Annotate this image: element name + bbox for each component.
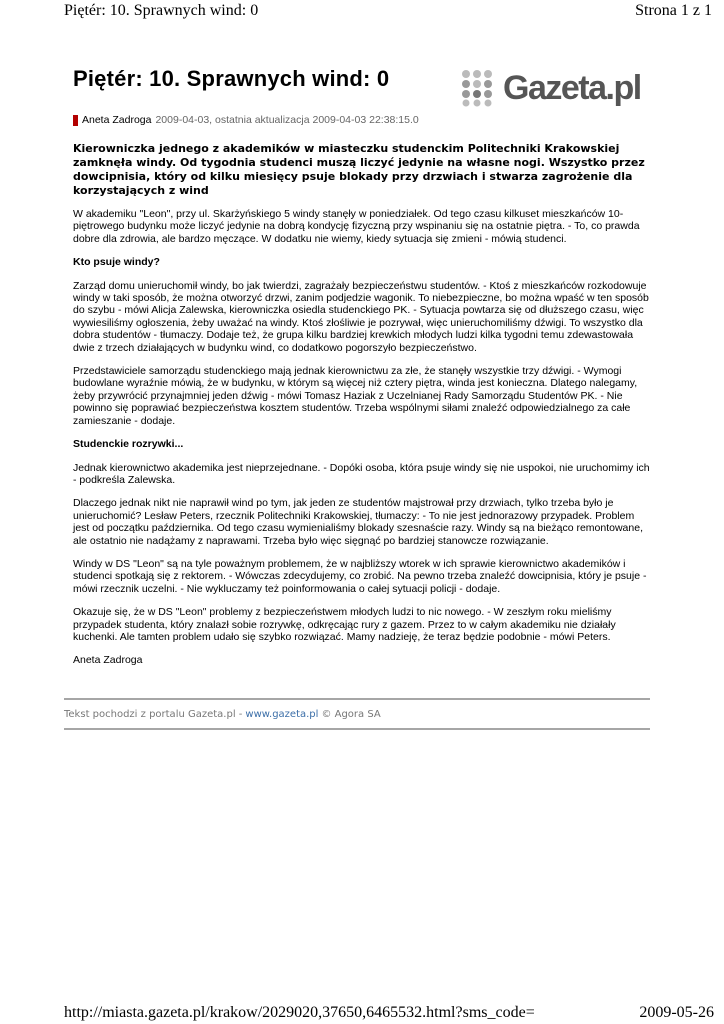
paragraph: Jednak kierownictwo akademika jest nieprzejednane. - Dopóki osoba, która psuje windy się nie uspokoi, nie uruchomimy ich - podkreśla Zalewska. <box>73 461 650 486</box>
print-footer <box>0 1002 724 1024</box>
print-header <box>0 0 724 22</box>
logo-text: Gazeta.pl <box>503 69 641 107</box>
article-body <box>73 208 651 667</box>
article-lead: Kierowniczka jednego z akademików w miasteczku studenckim Politechniki Krakowskiej zamknęła windy. Od tygodnia studenci muszą liczyć jedynie na własne nogi. Wszystko przez dowcipnisia, który od kilku miesięcy psuje blokady przy drzwiach i stwarza zagrożenie dla korzystających z wind <box>73 142 645 197</box>
article-signature: Aneta Zadroga <box>73 654 143 667</box>
paragraph: Zarząd domu unieruchomił windy, bo jak twierdzi, zagrażały bezpieczeństwu studentów. - Ktoś z mieszkańców rozkodowuje windy w taki sposób, że można otworzyć drzwi, zanim podjedzie wagonik. To niebezpieczne, bo można wpaść w ten sposób do szybu - mówi Alicja Zalewska, kierowniczka osiedla studenckiego PK. - Sytuacja powtarza się od dłuższego czasu, więc wywiesiliśmy ogłoszenia, żeby uważać na windy. Ktoś złośliwie je pozrywał, więc unieruchomiliśmy dźwigi. To wszystko dla dobra studentów - tłumaczy. Dodaje też, że grupa kilku bardziej krewkich młodych ludzi kilka tygodni temu zdewastowała dwie z trzech działających w budynku wind, co dodatkowo pogorszyło bezpieczeństwo. <box>73 279 649 354</box>
author-name: Aneta Zadroga <box>82 114 152 126</box>
publish-dates: 2009-04-03, ostatnia aktualizacja 2009-04-03 22:38:15.0 <box>155 114 419 126</box>
paragraph: W akademiku "Leon", przy ul. Skarżyńskiego 5 windy stanęły w poniedziałek. Od tego czasu kilkuset mieszkańców 10-piętrowego budynku może liczyć jedynie na dobrą kondycję fizyczną przy wspinaniu się na ostatnie piętra. - To, co prawda dobre dla zdrowia, ale bardzo męczące. W dodatku nie wiemy, kiedy sytuacja się zmieni - mówią studenci. <box>73 208 640 245</box>
source-link[interactable]: www.gazeta.pl <box>245 708 319 720</box>
paragraph: Przedstawiciele samorządu studenckiego mają jednak kierownictwu za złe, że stanęły wszystkie trzy dźwigi. - Wymogi budowlane wyraźnie mówią, że w budynku, w którym są więcej niż cztery piętra, winda jest konieczna. Dlatego nalegamy, żeby przywrócić przynajmniej jeden dźwig - mówi Tomasz Haziak z Uczelnianej Rady Samorządu Studentów PK. - Nie powinno się poprawiać bezpieczeństwa kosztem studentów. Trzeba wspólnymi siłami znaleźć odpowiedzialnego za całe zamieszanie - dodaje. <box>73 365 638 427</box>
paragraph: Okazuje się, że w DS "Leon" problemy z bezpieczeństwem młodych ludzi to nic nowego. - W zeszłym roku mieliśmy przypadek studenta, który znalazł sobie rozrywkę, odkręcając rury z gazem. Przez to w całym akademiku nie działały kuchenki. Ale tamten problem udało się szybko rozwiązać. Mamy nadzieję, że teraz będzie podobnie - mówi Peters. <box>73 606 616 643</box>
gazeta-logo <box>461 66 646 110</box>
article <box>73 62 651 678</box>
subheading: Studenckie rozrywki... <box>73 438 184 451</box>
article-meta <box>73 114 651 126</box>
logo-dots-icon <box>461 69 497 107</box>
print-footer-url: http://miasta.gazeta.pl/krakow/2029020,37650,6465532.html?sms_code= <box>64 1004 535 1021</box>
print-header-page: Strona 1 z 1 <box>635 2 712 19</box>
paragraph: Windy w DS "Leon" są na tyle poważnym problemem, że w najbliższy wtorek w ich sprawie kierownictwo akademików i studenci spotkają się z rektorem. - Wówczas zdecydujemy, co zrobić. Na pewno trzeba znaleźć dowcipnisia, który je psuje - mówi rzecznik uczelni. - Nie wykluczamy też poinformowania o całej sytuacji policji - dodaje. <box>73 557 647 595</box>
subheading: Kto psuje windy? <box>73 256 160 269</box>
article-title: Piętér: 10. Sprawnych wind: 0 <box>73 66 390 91</box>
source-prefix: Tekst pochodzi z portalu Gazeta.pl - <box>64 708 243 720</box>
article-header <box>73 62 651 110</box>
author-marker-icon <box>73 115 78 126</box>
print-footer-date: 2009-05-26 <box>639 1004 714 1021</box>
source-copyright: © Agora SA <box>321 708 381 720</box>
print-header-title: Piętér: 10. Sprawnych wind: 0 <box>64 2 259 19</box>
source-note <box>64 698 650 730</box>
paragraph: Dlaczego jednak nikt nie naprawił wind po tym, jak jeden ze studentów majstrował przy drzwiach, tylko trzeba było je unieruchomić? Lesław Peters, rzecznik Politechniki Krakowskiej, tłumaczy: - To nie jest jednorazowy przypadek. Problem jest od początku października. Od tego czasu wymienialiśmy blokady szesnaście razy. Windy są na bieżąco remontowane, ale ostatnio nie nadążamy z naprawami. Trzeba było więc sięgnąć po bardziej stanowcze rozwiązanie. <box>73 497 643 547</box>
